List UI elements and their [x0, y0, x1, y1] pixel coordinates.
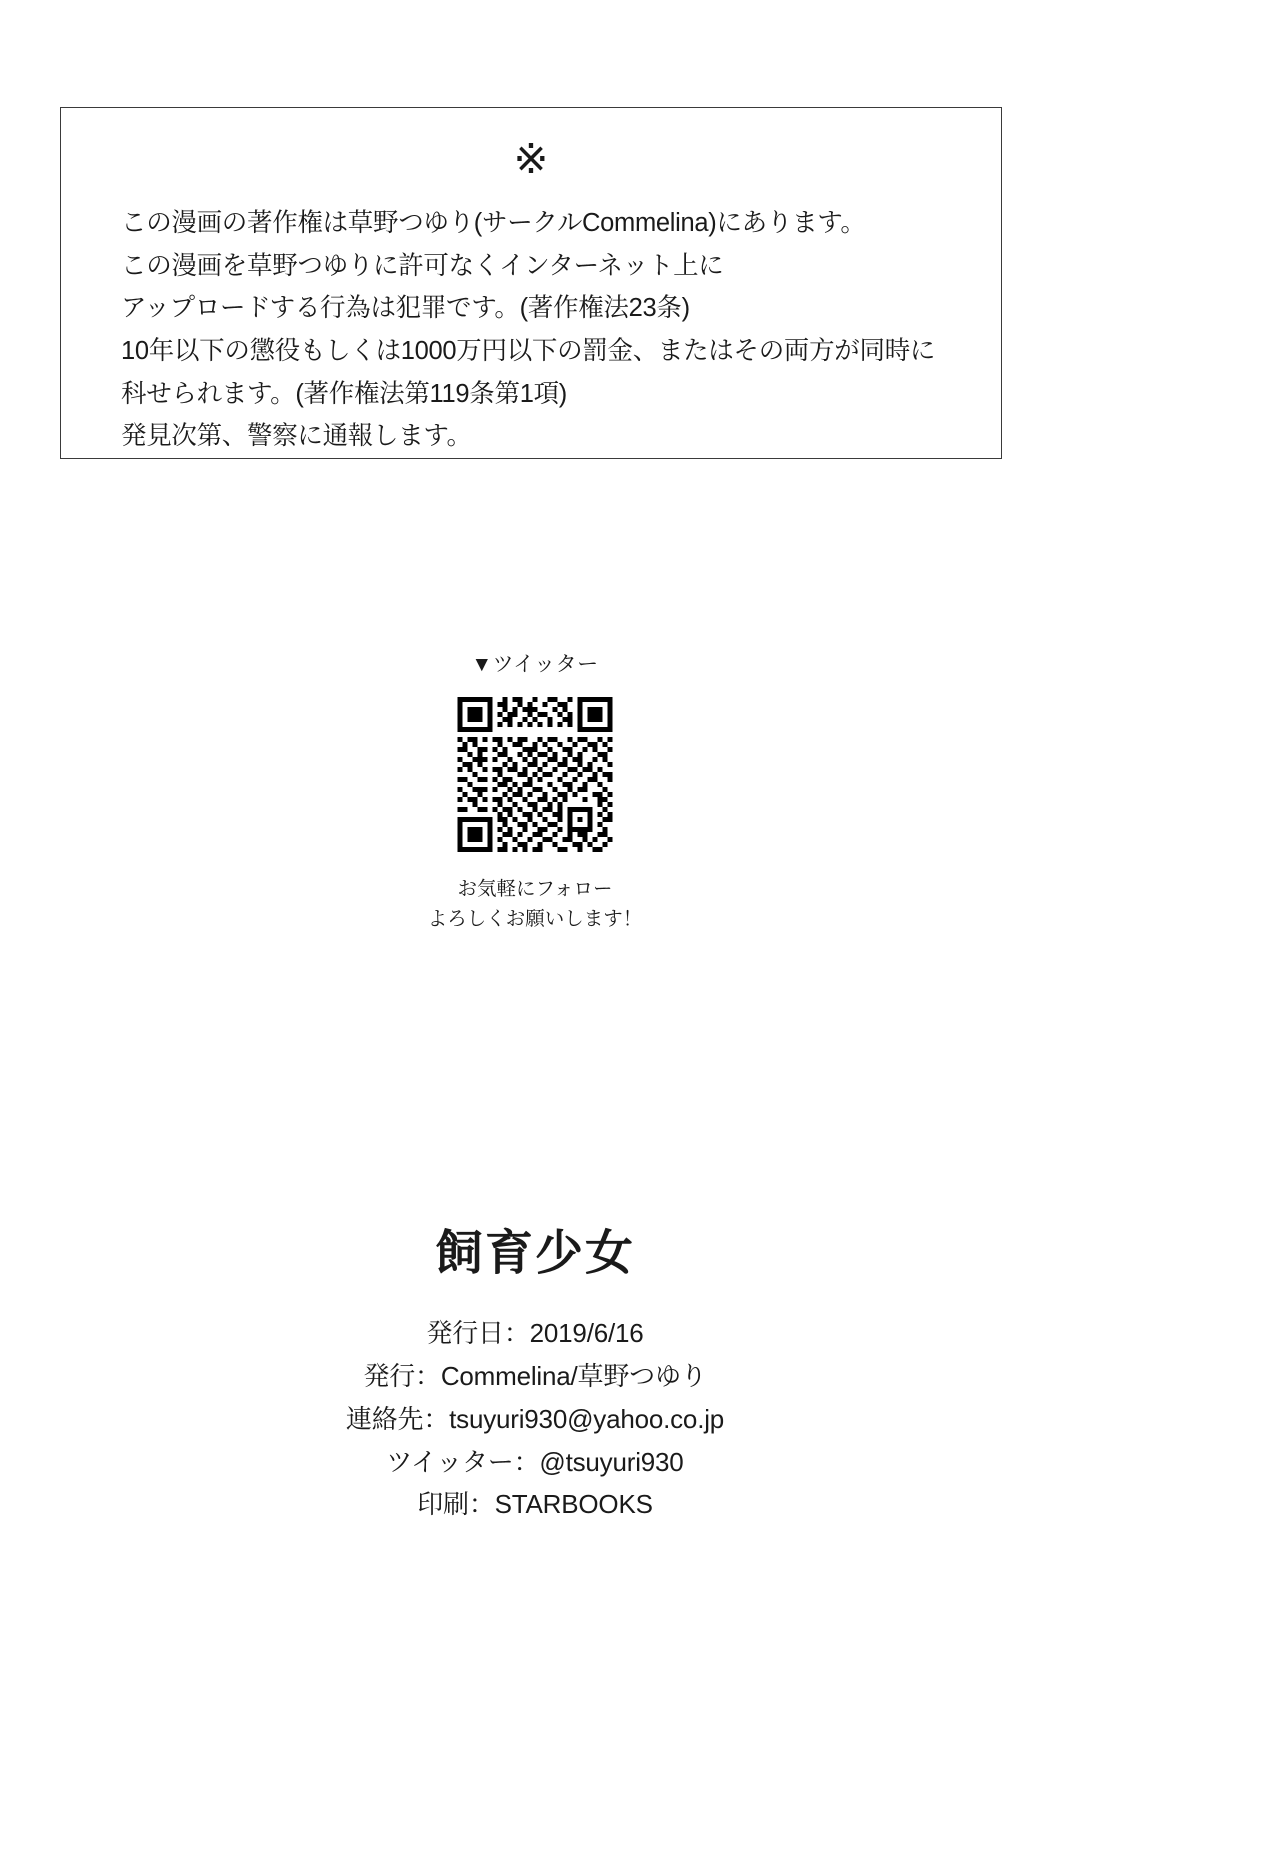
twitter-section: [0, 648, 1070, 934]
notice-line: 発見次第、警察に通報します。: [121, 422, 472, 451]
page-title: 飼育少女: [434, 1227, 635, 1280]
colophon-twitter-handle: ツイッター：@tsuyuri930: [386, 1446, 684, 1477]
notice-mark-icon: ※: [513, 135, 549, 182]
notice-text: [61, 206, 1001, 455]
qr-caption-line: お気軽にフォロー: [457, 878, 613, 900]
colophon-publish-date: 発行日：2019/6/16: [426, 1317, 644, 1348]
colophon-contact-email: 連絡先：tsuyuri930@yahoo.co.jp: [345, 1403, 725, 1434]
colophon-publisher: 発行：Commelina/草野つゆり: [363, 1360, 707, 1391]
copyright-notice-box: [60, 107, 1002, 459]
notice-line: この漫画を草野つゆりに許可なくインターネット上に: [121, 251, 724, 280]
twitter-heading: ▼ツイッター: [471, 653, 599, 676]
colophon-printer: 印刷：STARBOOKS: [417, 1489, 653, 1520]
qr-code-icon[interactable]: [436, 692, 634, 857]
qr-caption: [0, 874, 1070, 934]
qr-caption-line: よろしくお願いします！: [427, 908, 643, 931]
colophon-details: [0, 1315, 1070, 1524]
colophon-section: [0, 1228, 1070, 1529]
notice-line: アップロードする行為は犯罪です。(著作権法23条): [121, 294, 690, 323]
notice-line: 10年以下の懲役もしくは1000万円以下の罰金、またはその両方が同時に: [121, 337, 936, 366]
notice-line: 科せられます。(著作権法第119条第1項): [121, 379, 567, 408]
notice-line: この漫画の著作権は草野つゆり(サークルCommelina)にあります。: [121, 209, 866, 237]
